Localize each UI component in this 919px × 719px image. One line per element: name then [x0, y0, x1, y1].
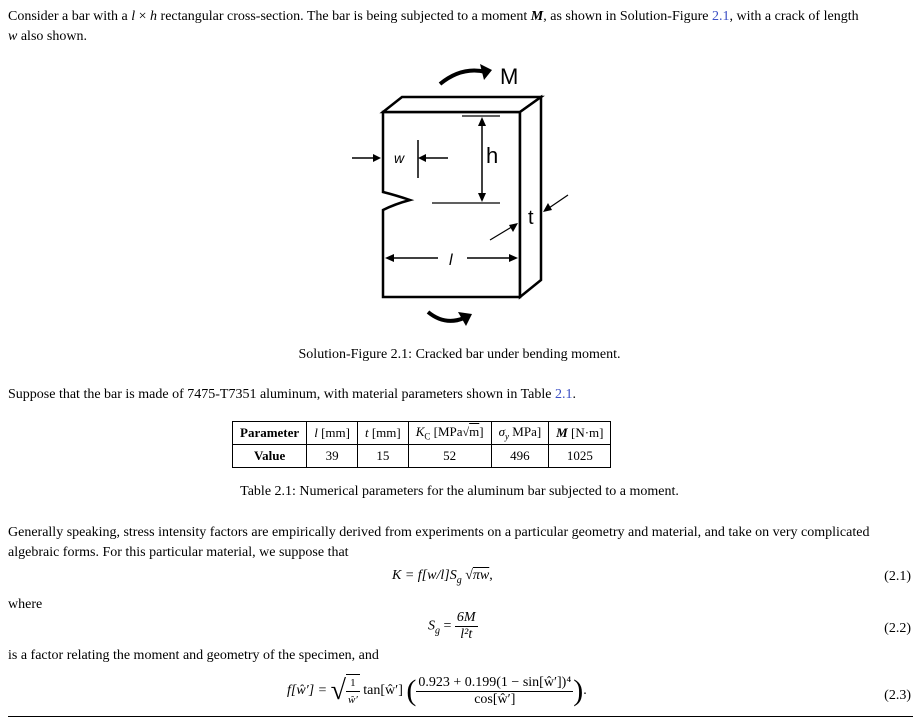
var-w: w	[8, 29, 18, 44]
eq1-end: ,	[489, 568, 493, 583]
parameters-table	[232, 421, 611, 468]
eq3-main-fraction	[416, 675, 573, 708]
equation-number-2-1: (2.1)	[884, 569, 911, 584]
equation-number-2-2: (2.2)	[884, 621, 911, 636]
intro-text-5: also shown.	[17, 29, 87, 44]
eq3-end: .	[583, 683, 587, 698]
moment-arrow-top	[440, 71, 486, 85]
eq3-inner-den: ŵ′	[348, 694, 358, 706]
table-ref-link[interactable]: 2.1	[554, 387, 573, 402]
eq1-sub: g	[456, 574, 462, 586]
intro-paragraph	[8, 7, 913, 47]
intro-text-2: rectangular cross-section. The bar is being subjected to a moment	[157, 9, 531, 24]
eq3-tan: tan[ŵ′]	[363, 683, 403, 698]
table-row	[233, 445, 611, 468]
table-row-header: Value	[233, 445, 307, 468]
eq1-left: K = f[w/l]S	[392, 568, 457, 583]
general-line-2: algebraic forms. For this particular material, we suppose that	[8, 545, 349, 560]
var-h: h	[150, 9, 158, 24]
eq2-numerator: 6M	[456, 610, 476, 625]
eq3-main-num: 0.923 + 0.199(1 − sin[ŵ′])⁴	[418, 674, 572, 690]
cracked-bar-figure	[340, 58, 580, 333]
moment-arrow-bottom	[428, 312, 464, 321]
table-col-header: $K_C$ [MPa√m]	[408, 422, 491, 445]
label-t: t	[528, 207, 534, 229]
intro-text-4: , with a crack of length	[729, 9, 859, 24]
eq3-inner-num: 1	[346, 675, 360, 692]
bar-top-face	[383, 97, 541, 112]
eq1-root: πw	[472, 568, 490, 583]
eq3-lhs: f[ŵ′] =	[287, 683, 328, 698]
eq2-fraction	[455, 610, 478, 643]
times-sign: ×	[135, 9, 151, 24]
table-header-row	[233, 422, 611, 445]
table-col-header: t [mm]	[357, 422, 408, 445]
label-w: w	[394, 150, 405, 166]
equation-2-2: $S_g$ = $\frac{6M}{\text{l²t}}$	[428, 610, 476, 642]
table-col-header: M [N·m]	[549, 422, 611, 445]
label-h: h	[486, 143, 499, 168]
eq2-lhs: S	[428, 618, 435, 634]
intro-text-3: , as shown in Solution-Figure	[543, 9, 713, 24]
general-line-1: Generally speaking, stress intensity factors are empirically derived from experiments on a particular geometry and material, and take on very complicated	[8, 525, 870, 540]
intro-text-1: Consider a bar with a	[8, 9, 132, 24]
general-paragraph	[8, 523, 913, 563]
material-paragraph	[8, 385, 913, 405]
where-text: where	[8, 597, 43, 612]
bar-side-face	[520, 97, 541, 297]
table-col-header: l [mm]	[307, 422, 358, 445]
table-caption: Table 2.1: Numerical parameters for the aluminum bar subjected to a moment.	[240, 484, 679, 499]
eq3-main-den: cos[ŵ′]	[474, 691, 516, 707]
equation-2-1: $K = f[w/l]S_g$ √πw,	[392, 568, 493, 586]
bottom-rule	[8, 716, 913, 717]
eq2-sub: g	[435, 625, 440, 637]
var-M: M	[530, 9, 544, 24]
material-text: Suppose that the bar is made of 7475-T7351 aluminum, with material parameters shown in Table	[8, 387, 555, 402]
table-col-header: $\sigma_y$ MPa]	[491, 422, 549, 445]
table-row-header: Parameter	[233, 422, 307, 445]
equation-number-2-3: (2.3)	[884, 688, 911, 703]
label-l: l	[449, 252, 453, 269]
factor-text: is a factor relating the moment and geometry of the specimen, and	[8, 648, 379, 663]
eq3-inner-fraction	[346, 674, 360, 708]
period: .	[572, 387, 576, 402]
table-cell: 1025	[549, 445, 611, 468]
bar-front-face	[383, 112, 520, 297]
eq2-denominator: l²t	[460, 627, 473, 642]
equation-2-3: f[ŵ′] = √ $\frac{1}{ŵ'}$ tan[ŵ′] ( $\frac{\text{0.923 + 0.199(1 − sin[ŵ′])⁴}}{\cos[ŵ']}$ ).	[287, 674, 587, 707]
figure-caption: Solution-Figure 2.1: Cracked bar under bending moment.	[298, 347, 621, 362]
table-cell: 52	[408, 445, 491, 468]
table-cell: 496	[491, 445, 549, 468]
table-cell: 39	[307, 445, 358, 468]
figure-ref-link[interactable]: 2.1	[712, 9, 730, 24]
var-l: l	[131, 9, 136, 24]
label-M: M	[500, 64, 519, 89]
table-cell: 15	[357, 445, 408, 468]
